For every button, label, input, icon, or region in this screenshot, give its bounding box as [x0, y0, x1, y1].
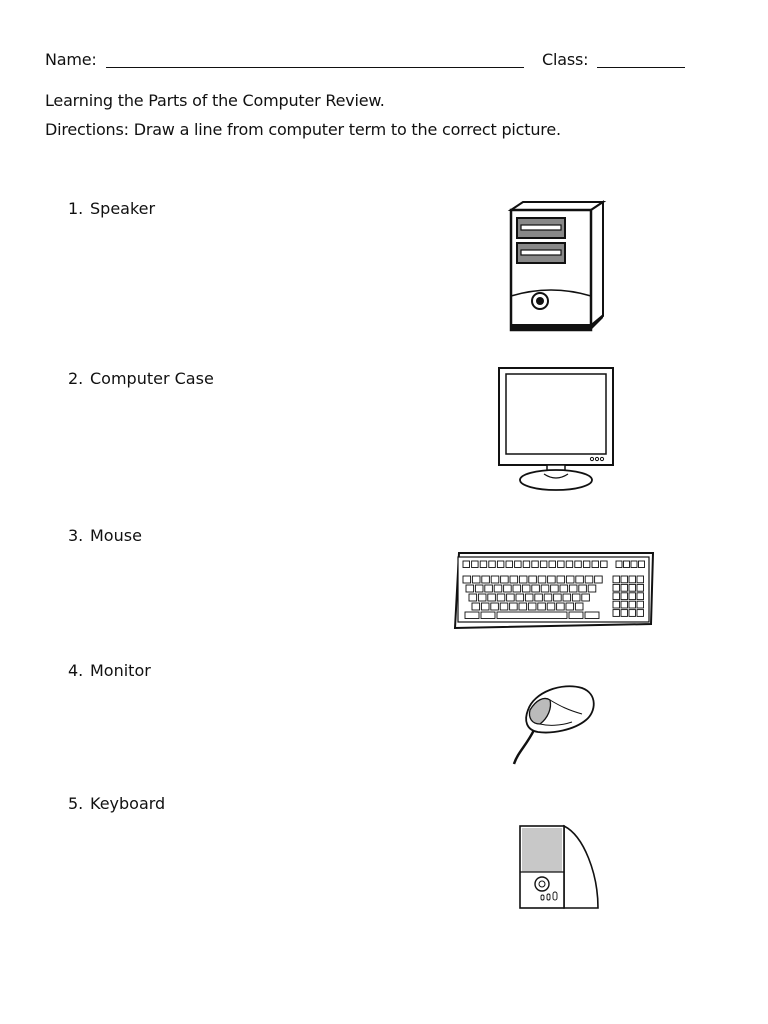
keyboard-key: [595, 576, 603, 583]
keyboard-key: [554, 594, 562, 601]
term-item-4: [68, 661, 151, 680]
keyboard-key: [621, 593, 628, 600]
keyboard-key: [621, 584, 628, 591]
class-blank[interactable]: [597, 51, 685, 68]
keyboard-key: [616, 561, 622, 568]
keyboard-key: [613, 610, 620, 617]
keyboard-key: [579, 585, 587, 592]
class-label: Class:: [542, 50, 589, 69]
keyboard-icon: [453, 550, 655, 630]
keyboard-key: [501, 576, 509, 583]
class-field[interactable]: [542, 50, 685, 69]
keyboard-key: [585, 612, 599, 619]
keyboard-key: [525, 594, 533, 601]
directions-text: Directions: Draw a line from computer term to the correct picture.: [45, 120, 561, 139]
keyboard-key: [494, 585, 502, 592]
keyboard-key: [463, 576, 471, 583]
keyboard-key: [491, 603, 499, 610]
keyboard-key: [548, 576, 556, 583]
monitor-icon: [497, 366, 615, 494]
keyboard-key: [469, 594, 477, 601]
term-item-3: [68, 526, 142, 545]
picture-speaker: [518, 822, 602, 912]
term-label: Monitor: [90, 661, 151, 680]
keyboard-key: [491, 576, 499, 583]
keyboard-key: [510, 603, 518, 610]
keyboard-key: [629, 593, 636, 600]
term-number: 4.: [68, 661, 84, 680]
term-label: Keyboard: [90, 794, 166, 813]
keyboard-key: [558, 561, 565, 568]
keyboard-key: [481, 612, 495, 619]
keyboard-key: [583, 561, 590, 568]
keyboard-key: [472, 603, 480, 610]
keyboard-key: [500, 603, 508, 610]
picture-keyboard: [453, 550, 655, 630]
keyboard-key: [528, 603, 536, 610]
term-number: 3.: [68, 526, 84, 545]
keyboard-key: [566, 576, 574, 583]
keyboard-key: [519, 576, 527, 583]
keyboard-key: [529, 576, 537, 583]
keyboard-key: [532, 585, 540, 592]
keyboard-key: [510, 576, 518, 583]
keyboard-key: [532, 561, 539, 568]
keyboard-key: [465, 612, 479, 619]
keyboard-key: [504, 585, 512, 592]
keyboard-key: [497, 594, 505, 601]
keyboard-key: [513, 585, 521, 592]
keyboard-key: [588, 585, 596, 592]
keyboard-key: [472, 576, 480, 583]
speaker-icon: [518, 822, 602, 912]
name-blank[interactable]: [106, 51, 524, 68]
term-label: Computer Case: [90, 369, 214, 388]
keyboard-key: [515, 561, 522, 568]
picture-monitor: [497, 366, 615, 494]
keyboard-key: [523, 561, 530, 568]
keyboard-key: [576, 576, 584, 583]
keyboard-key: [621, 576, 628, 583]
name-field[interactable]: [45, 50, 524, 69]
term-item-1: [68, 199, 155, 218]
keyboard-key: [629, 601, 636, 608]
keyboard-key: [485, 585, 493, 592]
keyboard-key: [566, 603, 574, 610]
keyboard-key: [563, 594, 571, 601]
keyboard-key: [522, 585, 530, 592]
keyboard-key: [569, 612, 583, 619]
keyboard-key: [637, 601, 644, 608]
keyboard-key: [497, 612, 567, 619]
keyboard-key: [535, 594, 543, 601]
keyboard-key: [575, 561, 582, 568]
keyboard-key: [585, 576, 593, 583]
keyboard-key: [572, 594, 580, 601]
keyboard-key: [463, 561, 470, 568]
keyboard-key: [560, 585, 568, 592]
term-item-5: [68, 794, 165, 813]
keyboard-key: [481, 603, 489, 610]
keyboard-key: [475, 585, 483, 592]
keyboard-key: [601, 561, 608, 568]
keyboard-key: [480, 561, 487, 568]
keyboard-key: [540, 561, 547, 568]
computer-case-icon: [505, 200, 607, 336]
keyboard-key: [516, 594, 524, 601]
keyboard-key: [569, 585, 577, 592]
keyboard-key: [547, 603, 555, 610]
keyboard-key: [624, 561, 630, 568]
term-number: 1.: [68, 199, 84, 218]
keyboard-key: [497, 561, 504, 568]
keyboard-key: [629, 610, 636, 617]
keyboard-key: [506, 561, 513, 568]
keyboard-key: [566, 561, 573, 568]
keyboard-key: [637, 576, 644, 583]
term-number: 5.: [68, 794, 84, 813]
keyboard-key: [519, 603, 527, 610]
keyboard-key: [549, 561, 556, 568]
keyboard-key: [489, 561, 496, 568]
keyboard-key: [637, 610, 644, 617]
keyboard-key: [575, 603, 583, 610]
keyboard-key: [582, 594, 590, 601]
keyboard-key: [613, 584, 620, 591]
keyboard-key: [541, 585, 549, 592]
keyboard-key: [551, 585, 559, 592]
keyboard-key: [482, 576, 490, 583]
picture-computer-case: [505, 200, 607, 336]
name-label: Name:: [45, 50, 97, 69]
keyboard-key: [637, 584, 644, 591]
keyboard-key: [621, 610, 628, 617]
mouse-icon: [512, 684, 598, 766]
keyboard-key: [488, 594, 496, 601]
keyboard-key: [507, 594, 515, 601]
keyboard-key: [557, 576, 565, 583]
keyboard-key: [613, 593, 620, 600]
picture-mouse: [512, 684, 598, 766]
term-label: Mouse: [90, 526, 142, 545]
keyboard-key: [466, 585, 474, 592]
term-label: Speaker: [90, 199, 156, 218]
keyboard-key: [544, 594, 552, 601]
keyboard-key: [621, 601, 628, 608]
keyboard-key: [639, 561, 645, 568]
keyboard-key: [631, 561, 637, 568]
keyboard-key: [478, 594, 486, 601]
keyboard-key: [629, 584, 636, 591]
keyboard-key: [592, 561, 599, 568]
keyboard-key: [538, 603, 546, 610]
keyboard-key: [613, 576, 620, 583]
keyboard-key: [629, 576, 636, 583]
keyboard-key: [637, 593, 644, 600]
keyboard-key: [538, 576, 546, 583]
worksheet-title: Learning the Parts of the Computer Review.: [45, 91, 385, 110]
keyboard-key: [613, 601, 620, 608]
term-number: 2.: [68, 369, 84, 388]
term-item-2: [68, 369, 214, 388]
keyboard-key: [557, 603, 565, 610]
keyboard-key: [472, 561, 479, 568]
